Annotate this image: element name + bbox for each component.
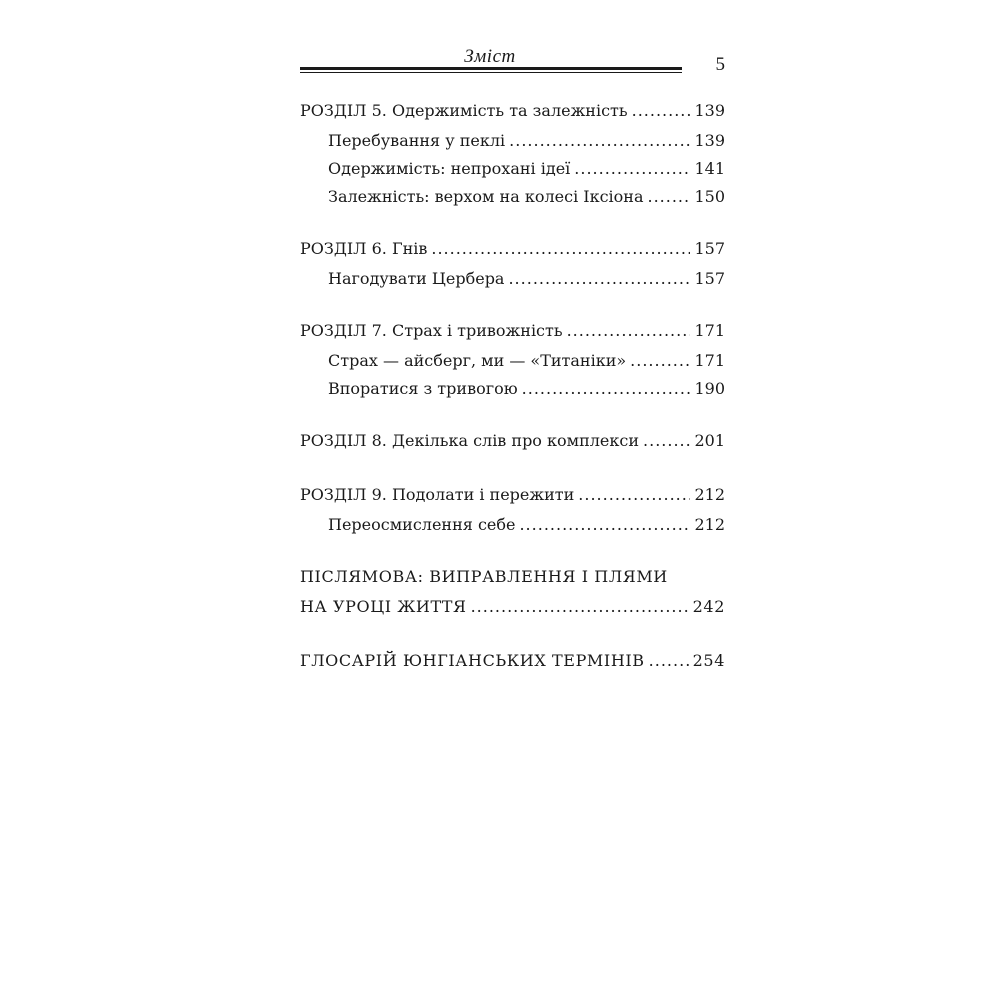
toc-leader-dots xyxy=(643,431,690,450)
toc-section xyxy=(300,515,725,543)
toc-entry-title: Страх — айсберг, ми — «Титаніки» xyxy=(328,351,627,370)
toc-leader-dots xyxy=(522,379,691,398)
toc-leader-dots xyxy=(431,239,690,258)
toc-entry-page: 171 xyxy=(694,351,725,370)
toc-entry-page: 139 xyxy=(694,101,725,120)
toc-entry-page: 212 xyxy=(694,515,725,534)
toc-chapter-7 xyxy=(300,321,725,351)
toc-entry-page: 139 xyxy=(694,131,725,150)
toc-spacer xyxy=(300,543,725,567)
toc-entry-title: РОЗДІЛ 7. Страх і тривожність xyxy=(300,321,563,340)
toc-section xyxy=(300,187,725,215)
toc-entry-page: 212 xyxy=(694,485,725,504)
toc-leader-dots xyxy=(519,515,690,534)
toc-section xyxy=(300,351,725,379)
page-number: 5 xyxy=(715,54,725,75)
toc-entry-page: 157 xyxy=(694,239,725,258)
toc-entry-title: Нагодувати Цербера xyxy=(328,269,505,288)
toc-entry-page: 242 xyxy=(692,597,725,616)
header-rule-thin xyxy=(300,72,682,73)
toc-entry-title: РОЗДІЛ 5. Одержимість та залежність xyxy=(300,101,628,120)
toc-leader-dots xyxy=(632,101,691,120)
toc-leader-dots xyxy=(574,159,690,178)
toc-section xyxy=(300,269,725,297)
toc-section xyxy=(300,131,725,159)
toc-section xyxy=(300,379,725,407)
toc-entry-page: 201 xyxy=(694,431,725,450)
toc-entry-title: РОЗДІЛ 9. Подолати і пережити xyxy=(300,485,575,504)
toc-spacer xyxy=(300,407,725,431)
toc-leader-dots xyxy=(471,597,689,616)
toc-entry-title: Впоратися з тривогою xyxy=(328,379,518,398)
toc-entry-title: РОЗДІЛ 8. Декілька слів про комплекси xyxy=(300,431,640,450)
toc-chapter-8 xyxy=(300,431,725,461)
toc-spacer xyxy=(300,297,725,321)
toc-leader-dots xyxy=(630,351,690,370)
toc-leader-dots xyxy=(578,485,690,504)
toc-spacer xyxy=(300,215,725,239)
header-rule-thick xyxy=(300,67,682,70)
toc-entry-title: РОЗДІЛ 6. Гнів xyxy=(300,239,428,258)
toc-chapter-6 xyxy=(300,239,725,269)
toc-spacer xyxy=(300,627,725,651)
toc-entry-title: Перебування у пеклі xyxy=(328,131,506,150)
toc-leader-dots xyxy=(648,187,691,206)
toc-leader-dots xyxy=(509,131,690,150)
running-title: Зміст xyxy=(464,46,516,67)
toc-entry-title: Залежність: верхом на колесі Іксіона xyxy=(328,187,644,206)
toc-entry-page: 141 xyxy=(694,159,725,178)
toc-leader-dots xyxy=(649,651,689,670)
toc-entry-page: 190 xyxy=(694,379,725,398)
toc-entry-page: 171 xyxy=(694,321,725,340)
toc-afterword-line-1: ПІСЛЯМОВА: ВИПРАВЛЕННЯ І ПЛЯМИ xyxy=(300,567,668,586)
toc-glossary xyxy=(300,651,725,681)
toc-section xyxy=(300,159,725,187)
toc-chapter-5 xyxy=(300,101,725,131)
toc-chapter-9 xyxy=(300,485,725,515)
toc-entry-page: 254 xyxy=(692,651,725,670)
toc-leader-dots xyxy=(508,269,690,288)
toc-entry-page: 150 xyxy=(694,187,725,206)
toc-entry-title: Переосмислення себе xyxy=(328,515,516,534)
toc-entry-title: НА УРОЦІ ЖИТТЯ xyxy=(300,597,467,616)
toc-leader-dots xyxy=(567,321,691,340)
page-header xyxy=(300,40,725,80)
toc-entry-page: 157 xyxy=(694,269,725,288)
toc-afterword xyxy=(300,597,725,627)
toc-spacer xyxy=(300,461,725,485)
toc-entry-title: ГЛОСАРІЙ ЮНГІАНСЬКИХ ТЕРМІНІВ xyxy=(300,651,645,670)
table-of-contents xyxy=(300,101,725,681)
toc-entry-title: Одержимість: непрохані ідеї xyxy=(328,159,571,178)
